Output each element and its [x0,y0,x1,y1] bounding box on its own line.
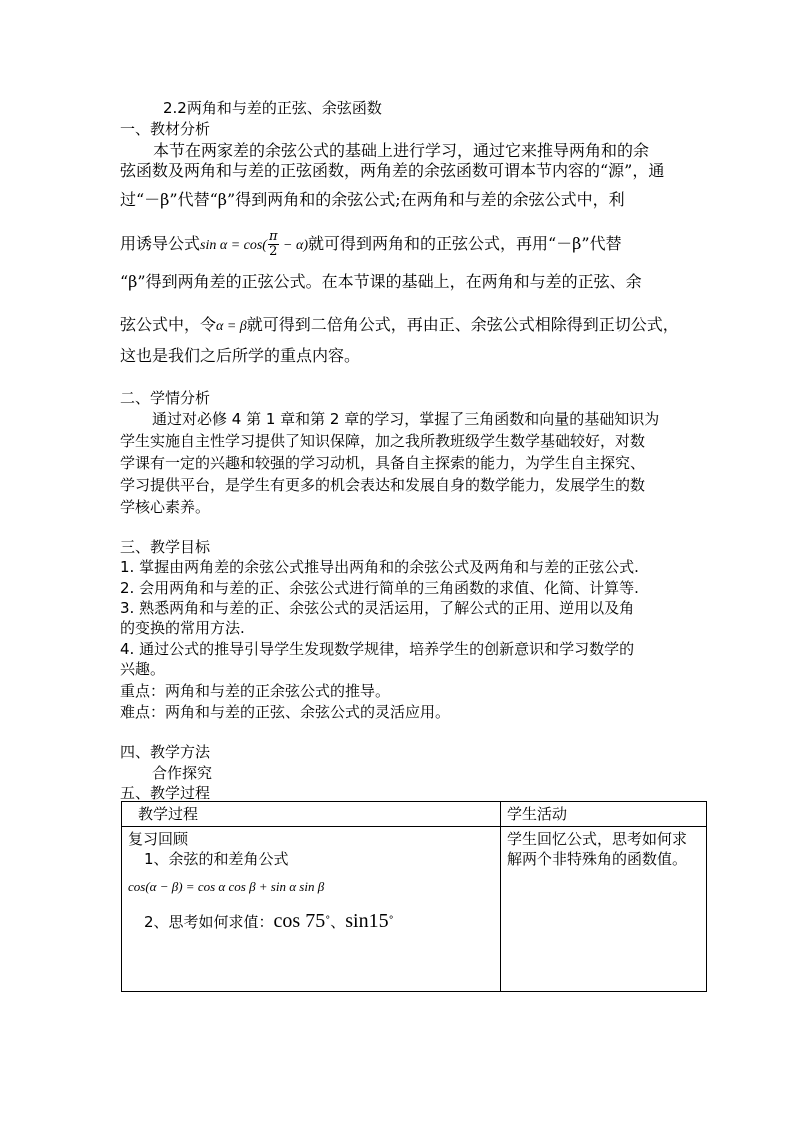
section-heading-1: 一、教材分析 [120,120,211,138]
paragraph-line: 学习提供平台，是学生有更多的机会表达和发展自身的数学能力，发展学生的数 [120,476,646,494]
review-title: 复习回顾 [128,830,189,848]
objective-line: 1. 掌握由两角差的余弦公式推导出两角和的余弦公式及两角和与差的正弦公式. [120,558,639,576]
method-text: 合作探究 [152,764,213,782]
section-heading-4: 四、教学方法 [120,743,211,761]
table-header-row [122,802,707,827]
fraction-denominator: 2 [269,244,278,259]
formula-sin-rhs: − α) [279,238,308,253]
review-item-2-text: 2、思考如何求值： [144,913,274,931]
objective-line: 4. 通过公式的推导引导学生发现数学规律，培养学生的创新意识和学习数学的 [120,640,635,658]
paragraph-text: 就可得到二倍角公式，再由正、余弦公式相除得到正切公式， [246,315,679,334]
difficulty-line: 难点：两角和与差的正弦、余弦公式的灵活应用。 [120,703,451,721]
paragraph-line: 这也是我们之后所学的重点内容。 [120,346,361,365]
paragraph-line: 本节在两家差的余弦公式的基础上进行学习，通过它来推导两角和的余 [153,141,650,160]
table-row [122,827,707,992]
key-point-line: 重点：两角和与差的正余弦公式的推导。 [120,682,391,700]
cosine-difference-formula: cos(α − β) = cos α cos β + sin α sin β [128,879,325,894]
paragraph-line: 学课有一定的兴趣和较强的学习动机，具备自主探索的能力，为学生自主探究、 [120,454,646,472]
formula-fraction [268,230,279,259]
process-table [121,801,707,992]
paragraph-line-with-formula [120,315,679,337]
objective-line: 3. 熟悉两角和与差的正、余弦公式的灵活运用，了解公式的正用、逆用以及角 [120,599,635,617]
math-cos75: cos 75 [273,910,326,932]
review-item-1: 1、余弦的和差角公式 [144,850,289,868]
objective-line: 兴趣。 [120,660,166,678]
activity-cell: 学生回忆公式，思考如何求解两个非特殊角的函数值。 [501,827,707,992]
math-sin15: sin15 [345,910,389,932]
paragraph-text: 用诱导公式 [120,234,201,253]
review-item-2 [128,911,494,932]
paragraph-line: 学生实施自主性学习提供了知识保障，加之我所教班级学生数学基础较好，对数 [120,432,646,450]
paragraph-line: “β”得到两角差的正弦公式。在本节课的基础上，在两角和与差的正弦、余 [120,272,642,291]
fraction-numerator: π [268,229,278,244]
degree-symbol: ° [388,915,394,926]
paragraph-text: 就可得到两角和的正弦公式，再用“－β”代替 [308,234,622,253]
process-cell [122,827,501,992]
formula-alpha-eq-beta: α = β [216,319,247,334]
paragraph-line: 通过对必修 4 第 1 章和第 2 章的学习，掌握了三角函数和向量的基础知识为 [152,410,660,428]
separator-text: 、 [330,913,346,931]
paragraph-line-with-formula [120,230,622,259]
table-header-activity: 学生活动 [501,802,707,827]
section-heading-5: 五、教学过程 [120,784,211,802]
paragraph-text: 弦公式中，令 [120,315,217,334]
section-heading-3: 三、教学目标 [120,538,211,556]
section-heading-2: 二、学情分析 [120,389,211,407]
paragraph-line: 学核心素养。 [120,498,211,516]
paragraph-line: 弦函数及两角和与差的正弦函数，两角差的余弦函数可谓本节内容的“源”，通 [120,161,665,180]
objective-line: 2. 会用两角和与差的正、余弦公式进行简单的三角函数的求值、化简、计算等. [120,579,639,597]
paragraph-line: 过“－β”代替“β”得到两角和的余弦公式;在两角和与差的余弦公式中，利 [120,190,625,209]
table-header-process: 教学过程 [122,802,501,827]
objective-line: 的变换的常用方法. [120,619,245,637]
doc-title: 2.2两角和与差的正弦、余弦函数 [163,99,382,117]
formula-sin-lhs: sin α = cos( [200,238,267,253]
degree-symbol: ° [325,915,331,926]
